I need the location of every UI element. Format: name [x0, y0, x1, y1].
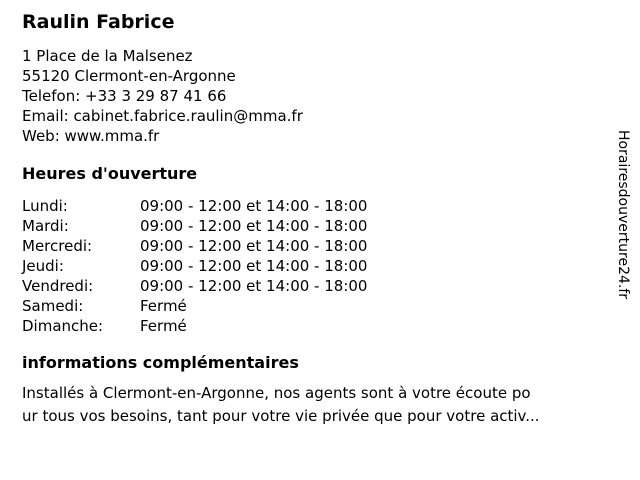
additional-info-text	[22, 382, 600, 428]
day-label: Samedi:	[22, 297, 84, 315]
hours-row-friday	[22, 276, 600, 296]
hours-row-thursday	[22, 256, 600, 276]
site-watermark: Horairesdouverture24.fr	[615, 130, 631, 300]
day-label: Vendredi:	[22, 277, 94, 295]
opening-hours-table	[22, 196, 600, 336]
additional-info-heading: informations complémentaires	[22, 353, 299, 372]
info-text-line-1: Installés à Clermont-en-Argonne, nos agents sont à votre écoute po	[22, 384, 531, 402]
hours-row-monday	[22, 196, 600, 216]
day-label: Mardi:	[22, 217, 69, 235]
address-line-2: 55120 Clermont-en-Argonne	[22, 67, 236, 85]
hours-row-saturday	[22, 296, 600, 316]
day-label: Dimanche:	[22, 317, 104, 335]
email-line: Email: cabinet.fabrice.raulin@mma.fr	[22, 107, 303, 125]
hours-row-wednesday	[22, 236, 600, 256]
day-hours: 09:00 - 12:00 et 14:00 - 18:00	[140, 237, 368, 255]
day-label: Lundi:	[22, 197, 68, 215]
day-hours: 09:00 - 12:00 et 14:00 - 18:00	[140, 257, 368, 275]
day-hours: Fermé	[140, 297, 187, 315]
contact-block	[22, 46, 600, 146]
phone-line: Telefon: +33 3 29 87 41 66	[22, 87, 227, 105]
day-hours: 09:00 - 12:00 et 14:00 - 18:00	[140, 217, 368, 235]
opening-hours-heading: Heures d'ouverture	[22, 164, 198, 183]
hours-row-tuesday	[22, 216, 600, 236]
day-hours: 09:00 - 12:00 et 14:00 - 18:00	[140, 277, 368, 295]
day-label: Jeudi:	[22, 257, 64, 275]
day-hours: 09:00 - 12:00 et 14:00 - 18:00	[140, 197, 368, 215]
hours-row-sunday	[22, 316, 600, 336]
day-label: Mercredi:	[22, 237, 93, 255]
page-title: Raulin Fabrice	[22, 11, 175, 33]
website-line: Web: www.mma.fr	[22, 127, 160, 145]
info-text-line-2: ur tous vos besoins, tant pour votre vie privée que pour votre activ...	[22, 407, 540, 425]
day-hours: Fermé	[140, 317, 187, 335]
address-line-1: 1 Place de la Malsenez	[22, 47, 193, 65]
